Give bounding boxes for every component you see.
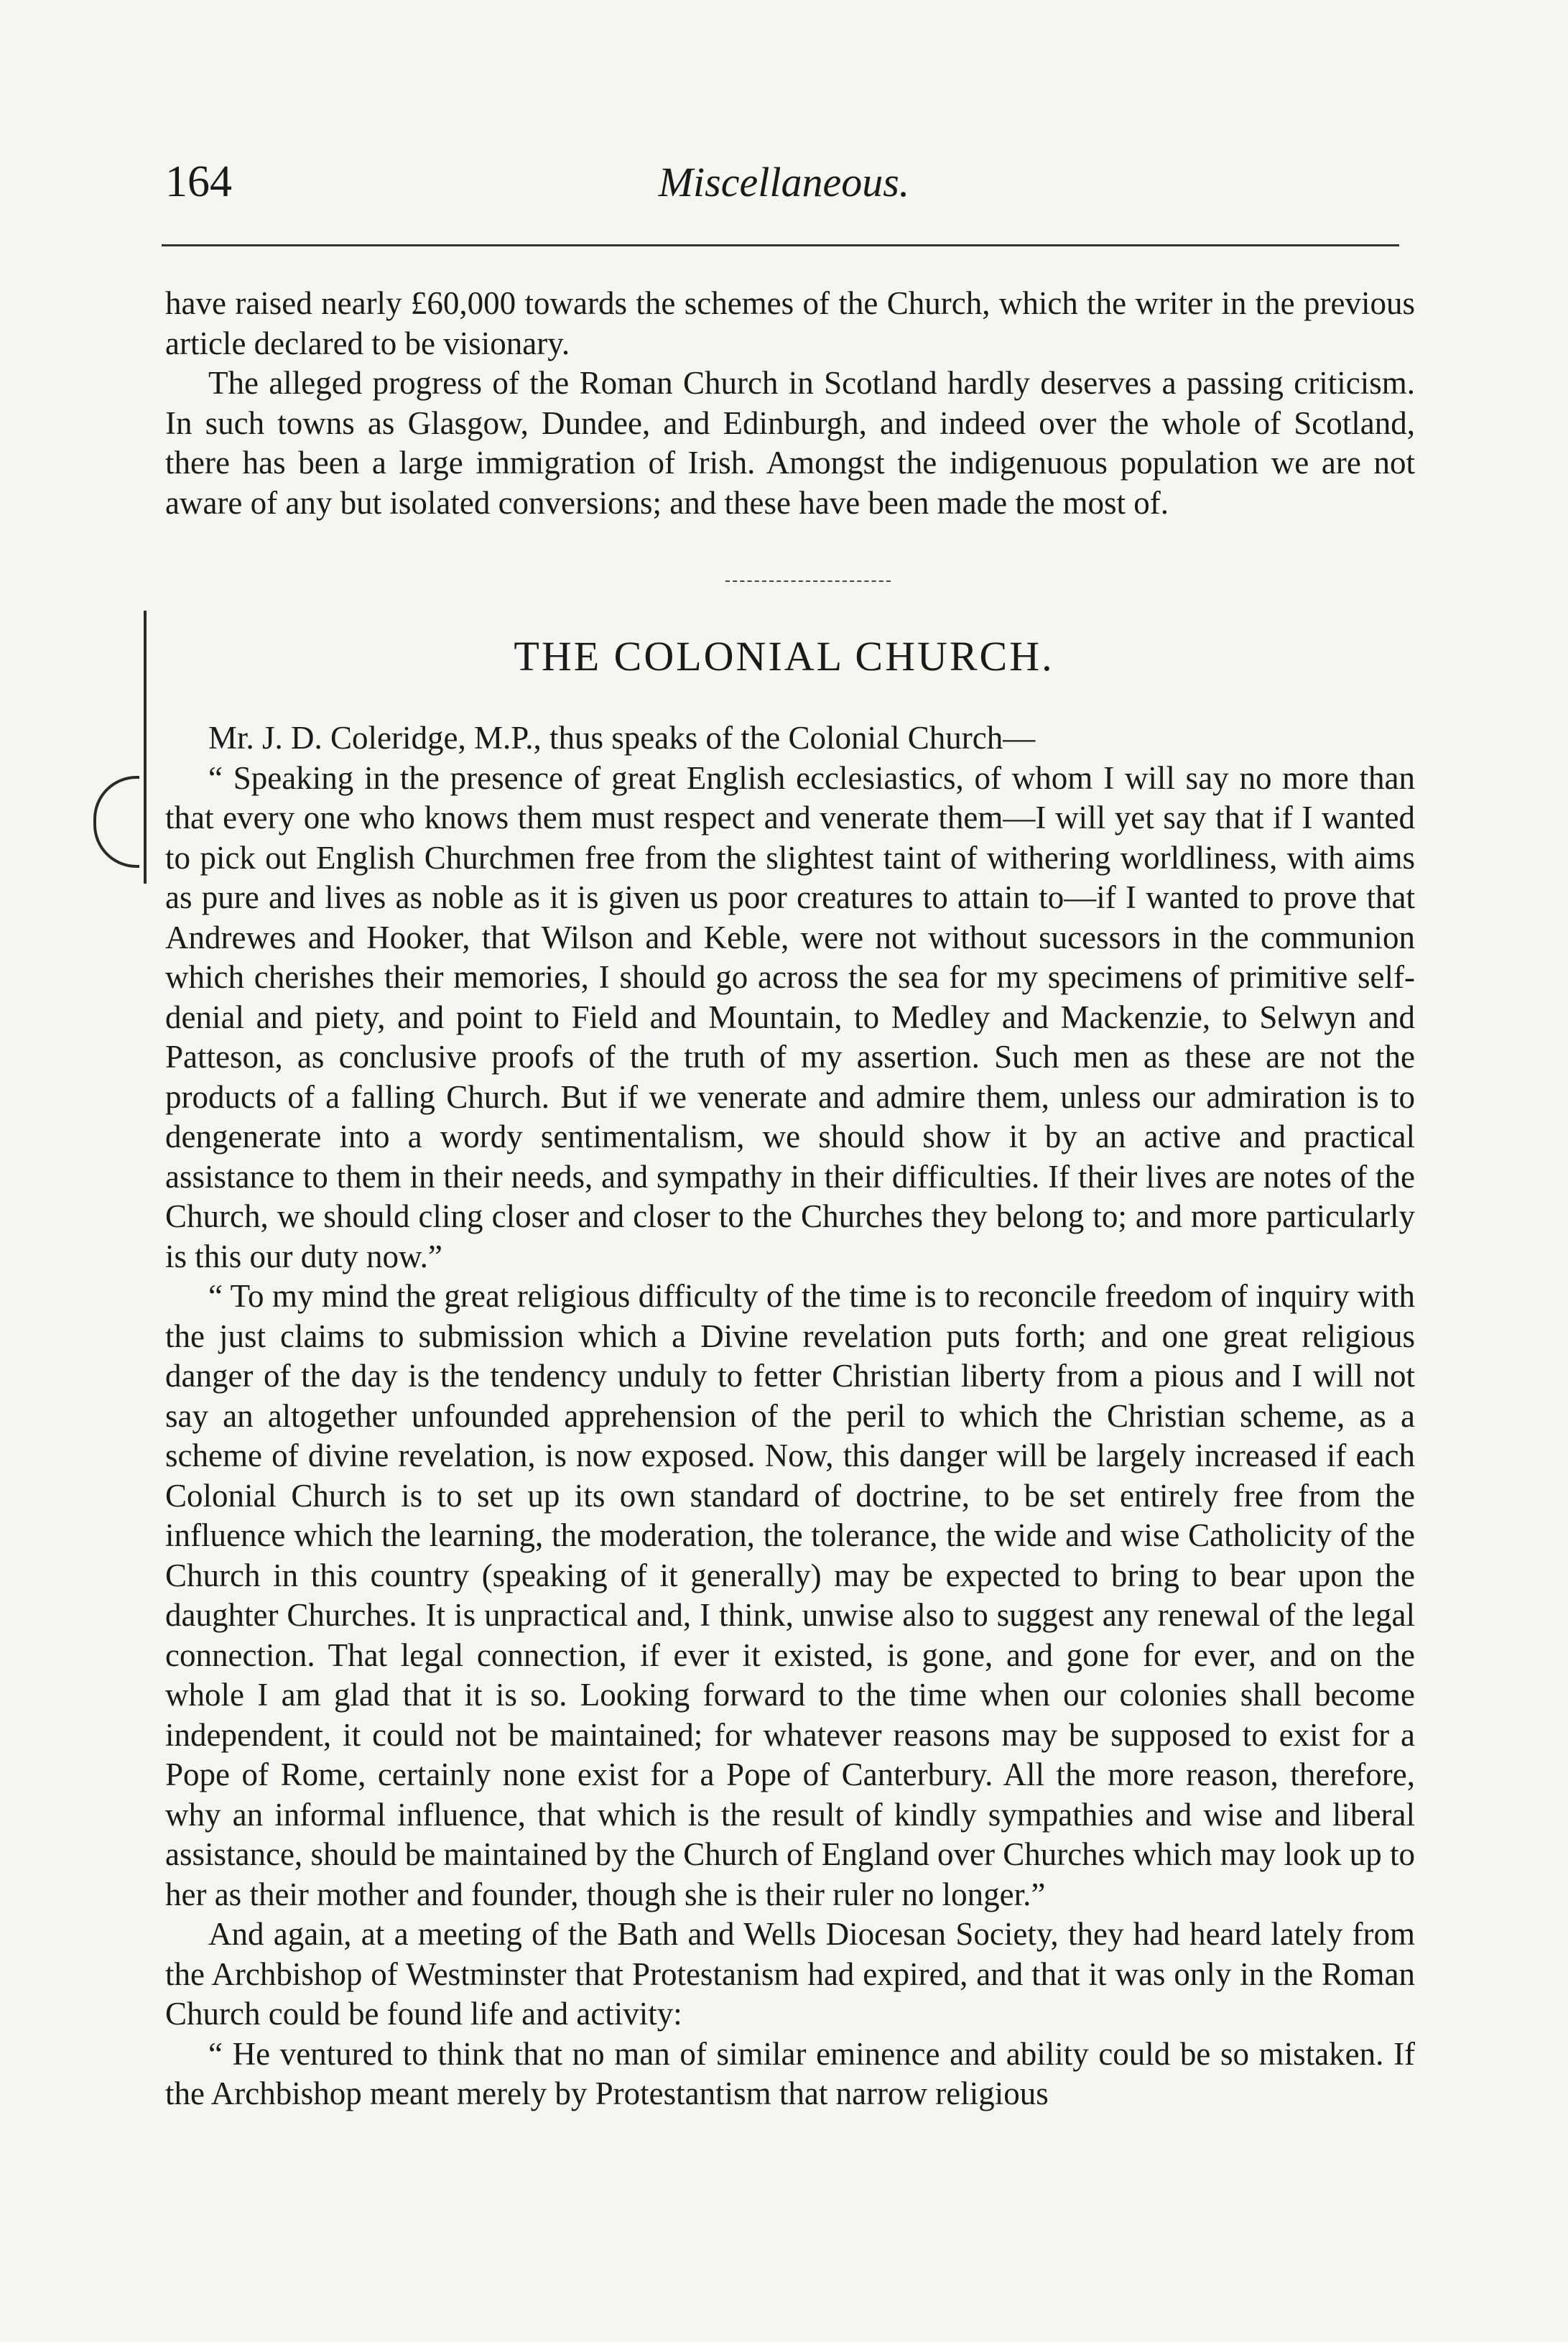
page-header [144, 144, 1424, 206]
section-heading: THE COLONIAL CHURCH. [514, 633, 1054, 680]
running-title: Miscellaneous. [658, 159, 910, 205]
intro-paragraph: have raised nearly £60,000 towards the schemes of the Church, which the writer in the previous article declared to be visionary. [165, 285, 1415, 361]
body-paragraph: “ To my mind the great religious difficulty of the time is to reconcile freedom of inquiry with the just claims to submission which a Divine revelation puts forth; and one great religious danger of the day is the tendency unduly to fetter Christian liberty from a pious and I will not say an altogether unfounded apprehension of the peril to which the Christian scheme, as a scheme of divine revelation, is now exposed. Now, this danger will be largely increased if each Colonial Church is to set up its own standard of doctrine, to be set entirely free from the influence which the learning, the moderation, the tolerance, the wide and wise Catholicity of the Church in this country (speaking of it generally) may be expected to bring to bear upon the daughter Churches. It is unpractical and, I think, unwise also to suggest any renewal of the legal connection. That legal connection, if ever it existed, is gone, and gone for ever, and on the whole I am glad that it is so. Looking forward to the time when our colonies shall become independent, it could not be maintained; for whatever reasons may be supposed to exist for a Pope of Rome, certainly none exist for a Pope of Canterbury. All the more reason, therefore, why an informal influence, that which is the result of kindly sympathies and wise and liberal assistance, should be maintained by the Church of England over Churches which may look up to her as their mother and founder, though she is their ruler no longer.” [165, 1278, 1415, 1912]
body-paragraph: And again, at a meeting of the Bath and Wells Diocesan Society, they had heard lately from the Archbishop of Westminster that Protestanism had expired, and that it was only in the Roman Church could be found life and activity: [165, 1916, 1415, 2032]
header-rule [162, 244, 1399, 246]
section-divider [725, 580, 891, 582]
intro-text [165, 284, 1415, 523]
handwritten-margin-curve [93, 776, 139, 868]
intro-paragraph: The alleged progress of the Roman Church in Scotland hardly deserves a passing criticism. In such towns as Glasgow, Dundee, and Edinburgh, and indeed over the whole of Scotland, there has been a large immigration of Irish. Amongst the indigenuous population we are not aware of any but isolated conversions; and these have been made the most of. [165, 365, 1415, 521]
body-paragraph: “ Speaking in the presence of great English ecclesiastics, of whom I will say no more than that every one who knows them must respect and venerate them—I will yet say that if I wanted to pick out English Churchmen free from the slightest taint of withering worldliness, with aims as pure and lives as noble as it is given us poor creatures to attain to—if I wanted to prove that Andrewes and Hooker, that Wilson and Keble, were not without sucessors in the communion which cherishes their memories, I should go across the sea for my specimens of primitive self-denial and piety, and point to Field and Mountain, to Medley and Mackenzie, to Selwyn and Patteson, as conclusive proofs of the truth of my assertion. Such men as these are not the products of a falling Church. But if we venerate and admire them, unless our admiration is to dengenerate into a wordy sentimentalism, we should show it by an active and practical assistance to them in their needs, and sympathy in their difficulties. If their lives are notes of the Church, we should cling closer and closer to the Churches they belong to; and more particularly is this our duty now.” [165, 759, 1415, 1274]
body-paragraph: “ He ventured to think that no man of similar eminence and ability could be so mistaken. If the Archbishop meant merely by Protestantism that narrow religious [165, 2035, 1415, 2111]
page-number: 164 [165, 157, 232, 206]
body-paragraph: Mr. J. D. Coleridge, M.P., thus speaks of the Colonial Church— [208, 720, 1036, 756]
section-body [165, 718, 1415, 2114]
